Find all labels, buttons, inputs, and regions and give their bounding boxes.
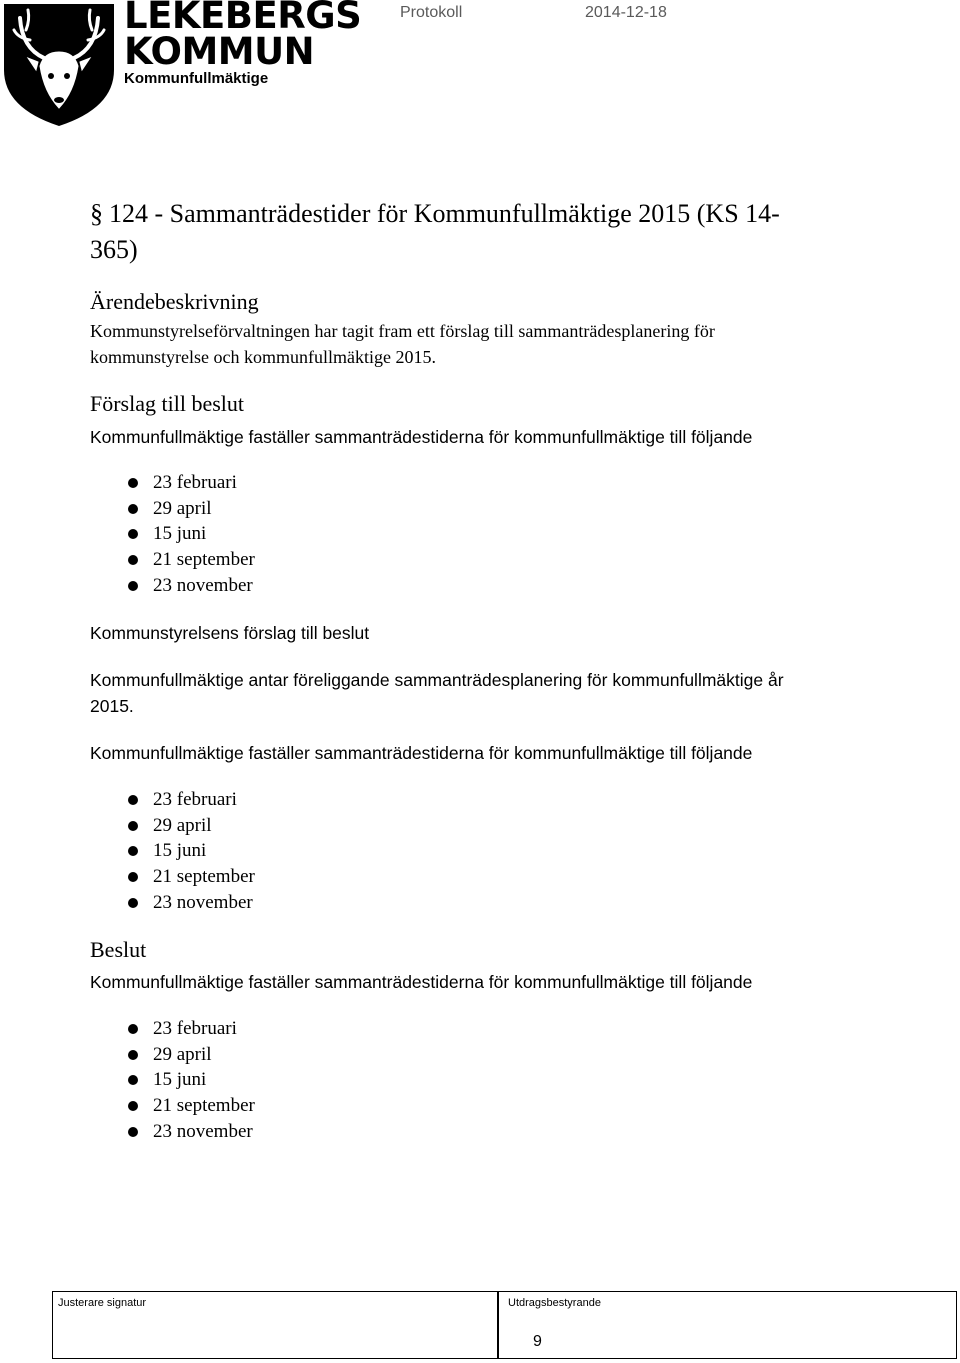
date-text: 23 november <box>153 891 253 913</box>
list-item <box>124 470 255 496</box>
bullet-icon <box>128 529 138 539</box>
bullet-icon <box>128 872 138 882</box>
date-text: 29 april <box>153 814 212 836</box>
extract-certifier-label: Utdragsbestyrande <box>508 1297 601 1309</box>
heading-beslut: Beslut <box>90 937 147 962</box>
section-sign: § <box>90 199 103 228</box>
list-item <box>124 496 255 522</box>
title-line-2: 365) <box>90 235 138 264</box>
list-item <box>124 547 255 573</box>
forslag-date-list <box>124 470 255 598</box>
beslut-text: Kommunfullmäktige faställer sammanträdestiderna för kommunfullmäktige till följande <box>90 972 753 992</box>
date-text: 15 juni <box>153 840 207 862</box>
list-item <box>124 864 255 890</box>
list-item <box>124 838 255 864</box>
list-item <box>124 573 255 599</box>
ks-forslag-date-list <box>124 787 255 915</box>
date-text: 23 november <box>153 1120 253 1142</box>
page-number: 9 <box>533 1333 542 1350</box>
date-text: 29 april <box>153 1043 212 1065</box>
signature-label: Justerare signatur <box>58 1297 147 1309</box>
bullet-icon <box>128 555 138 565</box>
page-title <box>90 196 890 268</box>
date-text: 23 februari <box>153 1018 237 1039</box>
bullet-icon <box>128 898 138 908</box>
list-item <box>124 890 255 916</box>
list-item <box>124 1016 255 1042</box>
bullet-icon <box>128 821 138 831</box>
signature-footer-box <box>52 1291 957 1359</box>
bullet-icon <box>128 1075 138 1085</box>
list-item <box>124 1042 255 1068</box>
date-text: 15 juni <box>153 523 207 545</box>
brand-name-line-2: KOMMUN <box>124 30 315 73</box>
arendebeskrivning-line-2: kommunstyrelse och kommunfullmäktige 2015. <box>90 347 436 367</box>
ks-forslag-line-2: 2015. <box>90 696 134 716</box>
title-text-1: 124 - Sammanträdestider för Kommunfullmäktige 2015 (KS 14- <box>109 199 780 228</box>
document-type: Protokoll <box>400 4 463 21</box>
heading-arendebeskrivning: Ärendebeskrivning <box>90 289 259 314</box>
heading-forslag-till-beslut: Förslag till beslut <box>90 391 244 416</box>
bullet-icon <box>128 1127 138 1137</box>
date-text: 23 november <box>153 574 253 596</box>
forslag-text: Kommunfullmäktige faställer sammanträdestiderna för kommunfullmäktige till följande <box>90 427 753 447</box>
ks-forslag-line-1: Kommunfullmäktige antar föreliggande sammanträdesplanering för kommunfullmäktige år <box>90 670 784 690</box>
footer-divider <box>497 1291 499 1359</box>
date-text: 15 juni <box>153 1069 207 1091</box>
date-text: 21 september <box>153 1095 255 1117</box>
bullet-icon <box>128 795 138 805</box>
list-item <box>124 813 255 839</box>
list-item <box>124 1119 255 1145</box>
document-date: 2014-12-18 <box>585 4 667 21</box>
bullet-icon <box>128 846 138 856</box>
beslut-date-list <box>124 1016 255 1144</box>
date-text: 23 februari <box>153 789 237 810</box>
ks-forslag-text-2: Kommunfullmäktige faställer sammanträdestiderna för kommunfullmäktige till följande <box>90 743 753 763</box>
bullet-icon <box>128 1024 138 1034</box>
list-item <box>124 787 255 813</box>
bullet-icon <box>128 478 138 488</box>
brand-subtitle: Kommunfullmäktige <box>124 70 269 87</box>
arendebeskrivning-line-1: Kommunstyrelseförvaltningen har tagit fram ett förslag till sammanträdesplanering för <box>90 321 715 341</box>
list-item <box>124 521 255 547</box>
municipality-coat-of-arms-logo <box>0 0 118 128</box>
list-item <box>124 1067 255 1093</box>
heading-kommunstyrelsens-forslag: Kommunstyrelsens förslag till beslut <box>90 623 370 643</box>
date-text: 29 april <box>153 497 212 519</box>
date-text: 21 september <box>153 549 255 571</box>
list-item <box>124 1093 255 1119</box>
date-text: 23 februari <box>153 472 237 493</box>
date-text: 21 september <box>153 866 255 888</box>
bullet-icon <box>128 1050 138 1060</box>
bullet-icon <box>128 581 138 591</box>
title-line-1 <box>90 196 890 232</box>
bullet-icon <box>128 504 138 514</box>
bullet-icon <box>128 1101 138 1111</box>
brand-name-line-1: LEKEBERGS <box>124 0 362 37</box>
